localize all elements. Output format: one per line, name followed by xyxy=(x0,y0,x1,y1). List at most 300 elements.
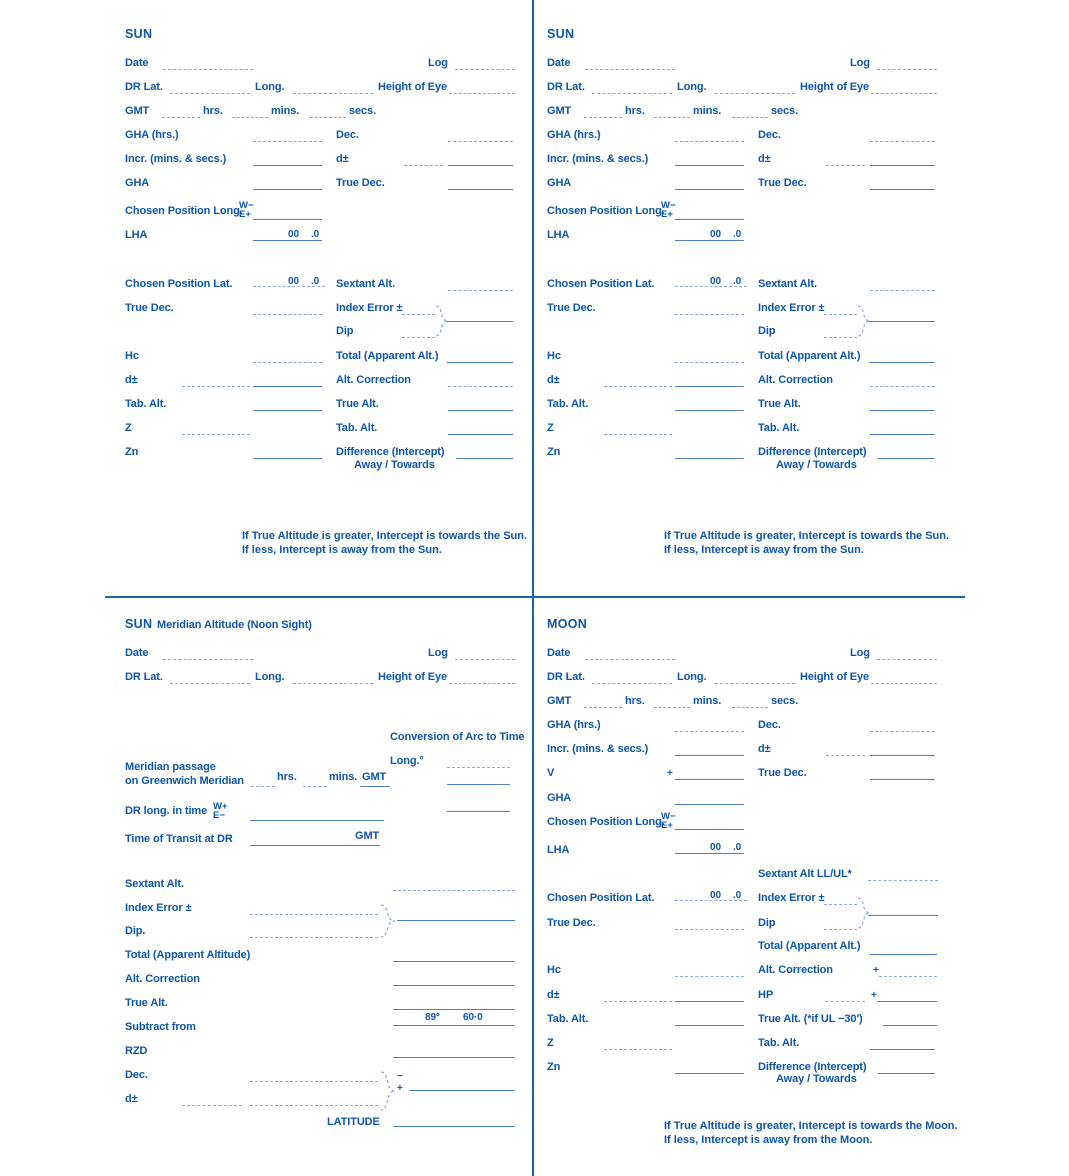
vertical-divider xyxy=(532,0,534,1176)
true-alt-line xyxy=(870,397,935,411)
d2-dash-line xyxy=(182,373,250,387)
log-label: Log xyxy=(428,647,448,659)
lha-prefill-dec: .0 xyxy=(733,229,742,240)
meridian-passage-label1: Meridian passage xyxy=(125,761,216,773)
intercept-note-line2: If less, Intercept is away from the Moon. xyxy=(664,1134,873,1146)
dec-line xyxy=(870,128,935,142)
alt-correction-label: Alt. Correction xyxy=(125,973,200,985)
tab-alt-label: Tab. Alt. xyxy=(547,1013,589,1025)
index-dip-result-line xyxy=(397,907,515,921)
tab-alt-line xyxy=(253,397,322,411)
hrs-label: hrs. xyxy=(203,105,223,117)
true-dec2-label: True Dec. xyxy=(547,302,596,314)
d-line xyxy=(250,1092,378,1106)
gha-hrs-label: GHA (hrs.) xyxy=(125,129,179,141)
true-dec2-label: True Dec. xyxy=(547,917,596,929)
alt-correction-line xyxy=(448,373,513,387)
d-dash-line xyxy=(404,152,443,166)
log-label: Log xyxy=(850,647,870,659)
mins-label: mins. xyxy=(693,105,722,117)
hp-plus: + xyxy=(871,990,877,1001)
hc-line xyxy=(675,963,744,977)
gmt-label: GMT xyxy=(125,105,150,117)
alt-correction-label: Alt. Correction xyxy=(758,964,833,976)
total-apparent-line xyxy=(447,349,513,363)
d-line xyxy=(448,152,513,166)
transit-gmt-label: GMT xyxy=(355,830,380,842)
lha-label: LHA xyxy=(125,229,148,241)
d2-label: d± xyxy=(547,374,560,386)
subtract-min-value: 60·0 xyxy=(463,1012,483,1023)
gmt-secs-line xyxy=(732,104,768,118)
z-label: Z xyxy=(125,422,132,434)
true-dec-label: True Dec. xyxy=(336,177,385,189)
hrs-label: hrs. xyxy=(625,695,645,707)
latitude-line xyxy=(393,1113,515,1127)
lha-prefill-dec: .0 xyxy=(311,229,320,240)
long-line xyxy=(293,80,373,94)
incr-label: Incr. (mins. & secs.) xyxy=(547,743,649,755)
tab-alt-label: Tab. Alt. xyxy=(125,398,167,410)
total-apparent-label: Total (Apparent Alt.) xyxy=(758,940,861,952)
index-error-line xyxy=(824,301,857,315)
true-dec2-line xyxy=(675,301,744,315)
dr-lat-label: DR Lat. xyxy=(547,671,585,683)
gha-hrs-label: GHA (hrs.) xyxy=(547,129,601,141)
lha-prefill-dec: .0 xyxy=(733,842,742,853)
w-minus: W− xyxy=(661,200,676,211)
w-minus: W− xyxy=(661,811,676,822)
dec-label: Dec. xyxy=(336,129,359,141)
incr-line xyxy=(675,152,744,166)
sextant-alt-line xyxy=(870,277,935,291)
incr-label: Incr. (mins. & secs.) xyxy=(547,153,649,165)
total-apparent-line xyxy=(393,948,515,962)
dr-long-time-line xyxy=(250,807,384,821)
gmt-underline xyxy=(360,773,390,787)
true-alt-label: True Alt. xyxy=(758,398,801,410)
gmt-label: GMT xyxy=(547,105,572,117)
gha-hrs-label: GHA (hrs.) xyxy=(547,719,601,731)
dip-line xyxy=(402,324,435,338)
true-dec2-label: True Dec. xyxy=(125,302,174,314)
brace-icon xyxy=(381,1070,395,1112)
tab-alt-line xyxy=(675,1012,744,1026)
intercept-note-line1: If True Altitude is greater, Intercept is towards the Sun. xyxy=(242,530,528,542)
intercept-note xyxy=(664,1119,958,1147)
transit-label: Time of Transit at DR xyxy=(125,833,233,845)
index-error-line xyxy=(402,301,435,315)
hc-label: Hc xyxy=(125,350,139,362)
date-line xyxy=(585,56,675,70)
dip-line xyxy=(824,916,857,930)
conversion-header: Conversion of Arc to Time xyxy=(390,731,525,743)
lat-prefill-deg: 00 xyxy=(288,276,299,287)
hc-line xyxy=(253,349,322,363)
gha-line xyxy=(675,791,744,805)
long-deg-line xyxy=(447,754,510,768)
meridian-quadrant xyxy=(125,610,523,1176)
log-line xyxy=(877,56,937,70)
long-label: Long. xyxy=(677,81,707,93)
chosen-long-label: Chosen Position Long. xyxy=(547,816,665,828)
chosen-lat-label: Chosen Position Lat. xyxy=(125,278,233,290)
index-error-line xyxy=(824,891,857,905)
gha-line xyxy=(675,176,744,190)
zn-label: Zn xyxy=(547,1061,561,1073)
dec-label: Dec. xyxy=(125,1069,148,1081)
true-dec2-line xyxy=(253,301,322,315)
west-east-sign xyxy=(213,802,228,820)
height-of-eye-label: Height of Eye xyxy=(378,81,447,93)
total-apparent-label: Total (Apparent Alt.) xyxy=(758,350,861,362)
dip-line xyxy=(250,924,378,938)
true-alt-line xyxy=(393,996,515,1010)
zn-line xyxy=(675,1060,744,1074)
lat-prefill-deg: 00 xyxy=(710,890,721,901)
difference-line xyxy=(878,445,935,459)
total-apparent-line xyxy=(870,941,937,955)
height-of-eye-line xyxy=(871,80,937,94)
date-line xyxy=(585,646,675,660)
away-towards-label: Away / Towards xyxy=(776,459,857,471)
alt-correction-label: Alt. Correction xyxy=(758,374,833,386)
true-dec-label: True Dec. xyxy=(758,177,807,189)
height-of-eye-label: Height of Eye xyxy=(800,81,869,93)
long-deg-label: Long.° xyxy=(390,755,424,767)
dr-long-time-label: DR long. in time xyxy=(125,805,208,817)
dip-label: Dip xyxy=(758,917,776,929)
dr-lat-label: DR Lat. xyxy=(547,81,585,93)
true-alt-label: True Alt. xyxy=(125,997,168,1009)
z-label: Z xyxy=(547,1037,554,1049)
index-error-label: Index Error ± xyxy=(758,892,825,904)
date-line xyxy=(163,56,253,70)
dip-label: Dip. xyxy=(125,925,146,937)
mins-label: mins. xyxy=(271,105,300,117)
lha-prefill-deg: 00 xyxy=(288,229,299,240)
index-dip-result-line xyxy=(447,308,513,322)
hp-dash-line xyxy=(825,988,865,1002)
tab-alt-label: Tab. Alt. xyxy=(547,398,589,410)
tab-alt2-label: Tab. Alt. xyxy=(336,422,378,434)
z-line xyxy=(604,1036,672,1050)
sun-sight-quadrant-1 xyxy=(125,20,528,610)
away-towards-label: Away / Towards xyxy=(354,459,435,471)
lat-prefill-dec: .0 xyxy=(311,276,320,287)
alt-correction-line xyxy=(870,373,935,387)
d-label: d± xyxy=(758,743,771,755)
true-dec-line xyxy=(448,176,513,190)
v-line xyxy=(675,766,744,780)
zn-line xyxy=(253,445,322,459)
long-label: Long. xyxy=(677,671,707,683)
index-dip-result-line xyxy=(868,902,938,916)
difference-label: Difference (Intercept) xyxy=(336,446,445,458)
west-east-sign xyxy=(239,201,254,219)
intercept-note-line2: If less, Intercept is away from the Sun. xyxy=(664,544,864,556)
date-label: Date xyxy=(125,647,149,659)
difference-line xyxy=(456,445,513,459)
true-alt-line xyxy=(448,397,513,411)
gmt-mins-line xyxy=(654,694,690,708)
tab-alt2-line xyxy=(870,1036,935,1050)
gha-line xyxy=(253,176,322,190)
gmt-mins-line xyxy=(654,104,690,118)
dr-lat-line xyxy=(170,670,250,684)
dr-lat-line xyxy=(592,80,672,94)
gha-hrs-line xyxy=(675,128,744,142)
d2-dash-line xyxy=(604,988,672,1002)
d2-line xyxy=(253,373,322,387)
west-east-sign xyxy=(661,201,676,219)
hrs-label: hrs. xyxy=(277,771,297,783)
e-plus: E+ xyxy=(661,209,673,220)
intercept-note xyxy=(242,529,527,557)
long-label: Long. xyxy=(255,81,285,93)
incr-line xyxy=(253,152,322,166)
quadrant-title: MOON xyxy=(547,617,588,631)
alt-correction-line xyxy=(879,963,937,977)
gmt-secs-line xyxy=(310,104,346,118)
incr-label: Incr. (mins. & secs.) xyxy=(125,153,227,165)
minus-sign: − xyxy=(397,1071,403,1082)
alt-correction-line xyxy=(393,972,515,986)
gha-hrs-line xyxy=(675,718,744,732)
d-dash-line xyxy=(826,152,865,166)
height-of-eye-label: Height of Eye xyxy=(800,671,869,683)
true-alt-label: True Alt. xyxy=(336,398,379,410)
hrs-label: hrs. xyxy=(625,105,645,117)
log-line xyxy=(455,56,515,70)
zn-label: Zn xyxy=(547,446,561,458)
zn-label: Zn xyxy=(125,446,139,458)
lha-label: LHA xyxy=(547,844,570,856)
sextant-alt-label: Sextant Alt. xyxy=(125,878,184,890)
tab-alt2-label: Tab. Alt. xyxy=(758,1037,800,1049)
log-label: Log xyxy=(850,57,870,69)
height-of-eye-line xyxy=(871,670,937,684)
intercept-note-line1: If True Altitude is greater, Intercept is towards the Sun. xyxy=(664,530,950,542)
d-label: d± xyxy=(336,153,349,165)
intercept-note-line1: If True Altitude is greater, Intercept is towards the Moon. xyxy=(664,1120,958,1132)
subtract-from-label: Subtract from xyxy=(125,1021,196,1033)
height-of-eye-line xyxy=(449,80,515,94)
total-apparent-line xyxy=(869,349,935,363)
latitude-label: LATITUDE xyxy=(327,1116,380,1128)
alt-correction-label: Alt. Correction xyxy=(336,374,411,386)
hc-label: Hc xyxy=(547,350,561,362)
dr-lat-label: DR Lat. xyxy=(125,671,163,683)
tab-alt2-line xyxy=(448,421,513,435)
tab-alt2-label: Tab. Alt. xyxy=(758,422,800,434)
hc-label: Hc xyxy=(547,964,561,976)
subtract-from-line xyxy=(393,1012,515,1026)
alt-correction-plus: + xyxy=(873,965,879,976)
long-line xyxy=(715,670,795,684)
date-label: Date xyxy=(547,647,571,659)
quadrant-title: SUN xyxy=(125,617,153,631)
lha-prefill-deg: 00 xyxy=(710,229,721,240)
sextant-alt-line xyxy=(868,867,938,881)
d2-line xyxy=(675,373,744,387)
dec-line xyxy=(250,1068,378,1082)
d-label: d± xyxy=(125,1093,138,1105)
log-line xyxy=(455,646,515,660)
gha-label: GHA xyxy=(547,792,572,804)
gmt-secs-line xyxy=(732,694,768,708)
dec-label: Dec. xyxy=(758,719,781,731)
quadrant-subtitle: Meridian Altitude (Noon Sight) xyxy=(157,619,312,631)
incr-line xyxy=(675,742,744,756)
secs-label: secs. xyxy=(771,105,799,117)
total-apparent-label: Total (Apparent Alt.) xyxy=(336,350,439,362)
dip-label: Dip xyxy=(758,325,776,337)
v-label: V xyxy=(547,767,555,779)
index-error-label: Index Error ± xyxy=(758,302,825,314)
moon-quadrant xyxy=(547,610,958,1176)
sextant-alt-label: Sextant Alt. xyxy=(336,278,395,290)
zn-line xyxy=(675,445,744,459)
dr-lat-line xyxy=(592,670,672,684)
long-line xyxy=(715,80,795,94)
total-apparent-label: Total (Apparent Altitude) xyxy=(125,949,251,961)
mins-label: mins. xyxy=(329,771,358,783)
true-alt-ul-line xyxy=(883,1012,937,1026)
rzd-label: RZD xyxy=(125,1045,148,1057)
gmt-hrs-line xyxy=(584,104,622,118)
z-line xyxy=(604,421,672,435)
log-label: Log xyxy=(428,57,448,69)
chosen-long-label: Chosen Position Long. xyxy=(125,205,243,217)
arc-time-line2 xyxy=(447,798,510,812)
d2-dash-line xyxy=(604,373,672,387)
z-label: Z xyxy=(547,422,554,434)
intercept-note-line2: If less, Intercept is away from the Sun. xyxy=(242,544,442,556)
dip-label: Dip xyxy=(336,325,354,337)
z-line xyxy=(182,421,250,435)
date-line xyxy=(163,646,253,660)
chosen-lat-label: Chosen Position Lat. xyxy=(547,892,655,904)
sextant-alt-label: Sextant Alt LL/UL* xyxy=(758,868,852,880)
true-dec-line xyxy=(870,766,935,780)
index-error-line xyxy=(250,901,378,915)
log-line xyxy=(877,646,937,660)
gha-hrs-line xyxy=(253,128,322,142)
intercept-note xyxy=(664,529,949,557)
gmt-label: GMT xyxy=(362,771,387,783)
e-plus: E+ xyxy=(239,209,251,220)
secs-label: secs. xyxy=(771,695,799,707)
west-east-sign xyxy=(661,812,676,830)
dec-line xyxy=(870,718,935,732)
hp-line xyxy=(877,988,937,1002)
mer-pass-dash1 xyxy=(251,773,275,787)
chosen-long-line xyxy=(675,816,744,830)
height-of-eye-label: Height of Eye xyxy=(378,671,447,683)
tab-alt2-line xyxy=(870,421,935,435)
dr-lat-line xyxy=(170,80,250,94)
difference-line xyxy=(878,1060,935,1074)
d-label: d± xyxy=(758,153,771,165)
true-dec-line xyxy=(870,176,935,190)
true-alt-ul-label: True Alt. (*if UL −30′) xyxy=(758,1013,863,1025)
true-dec-label: True Dec. xyxy=(758,767,807,779)
meridian-passage-label2: on Greenwich Meridian xyxy=(125,775,244,787)
lat-prefill-dec: .0 xyxy=(733,276,742,287)
d-line xyxy=(870,742,935,756)
dr-lat-label: DR Lat. xyxy=(125,81,163,93)
arc-time-line1 xyxy=(447,771,510,785)
lha-label: LHA xyxy=(547,229,570,241)
w-minus: W− xyxy=(239,200,254,211)
w-plus: W+ xyxy=(213,801,228,812)
sextant-alt-line xyxy=(393,877,515,891)
dec-label: Dec. xyxy=(758,129,781,141)
tab-alt-line xyxy=(675,397,744,411)
d-dash-line xyxy=(826,742,865,756)
mins-label: mins. xyxy=(693,695,722,707)
e-minus: E− xyxy=(213,810,225,821)
rzd-line xyxy=(393,1044,515,1058)
gmt-hrs-line xyxy=(584,694,622,708)
sextant-alt-line xyxy=(448,277,513,291)
index-error-label: Index Error ± xyxy=(125,902,192,914)
quadrant-title: SUN xyxy=(547,27,575,41)
lat-prefill-dec: .0 xyxy=(733,890,742,901)
d2-label: d± xyxy=(125,374,138,386)
date-label: Date xyxy=(547,57,571,69)
sun-sight-quadrant-2 xyxy=(547,20,950,610)
gha-label: GHA xyxy=(125,177,150,189)
hc-line xyxy=(675,349,744,363)
chosen-long-label: Chosen Position Long. xyxy=(547,205,665,217)
gmt-mins-line xyxy=(232,104,268,118)
difference-label: Difference (Intercept) xyxy=(758,446,867,458)
chosen-lat-label: Chosen Position Lat. xyxy=(547,278,655,290)
mer-pass-dash2 xyxy=(303,773,327,787)
dip-line xyxy=(824,324,857,338)
chosen-long-line xyxy=(675,206,744,220)
dec-d-result-line xyxy=(409,1077,515,1091)
d2-line xyxy=(675,988,744,1002)
d2-label: d± xyxy=(547,989,560,1001)
sextant-alt-label: Sextant Alt. xyxy=(758,278,817,290)
plus-sign: + xyxy=(397,1083,403,1094)
long-line xyxy=(293,670,373,684)
subtract-deg-value: 89° xyxy=(425,1012,440,1023)
lha-prefill-deg: 00 xyxy=(710,842,721,853)
secs-label: secs. xyxy=(349,105,377,117)
lat-prefill-deg: 00 xyxy=(710,276,721,287)
d-dash-line xyxy=(182,1092,242,1106)
long-label: Long. xyxy=(255,671,285,683)
v-plus-sign: + xyxy=(667,768,673,779)
d-line xyxy=(870,152,935,166)
quadrant-title: SUN xyxy=(125,27,153,41)
date-label: Date xyxy=(125,57,149,69)
e-plus: E+ xyxy=(661,820,673,831)
true-dec2-line xyxy=(675,916,744,930)
away-towards-label: Away / Towards xyxy=(776,1073,857,1085)
gha-label: GHA xyxy=(547,177,572,189)
chosen-long-line xyxy=(253,206,322,220)
difference-label: Difference (Intercept) xyxy=(758,1061,867,1073)
brace-icon xyxy=(381,903,395,939)
height-of-eye-line xyxy=(449,670,515,684)
hp-label: HP xyxy=(758,989,774,1001)
gmt-hrs-line xyxy=(162,104,200,118)
